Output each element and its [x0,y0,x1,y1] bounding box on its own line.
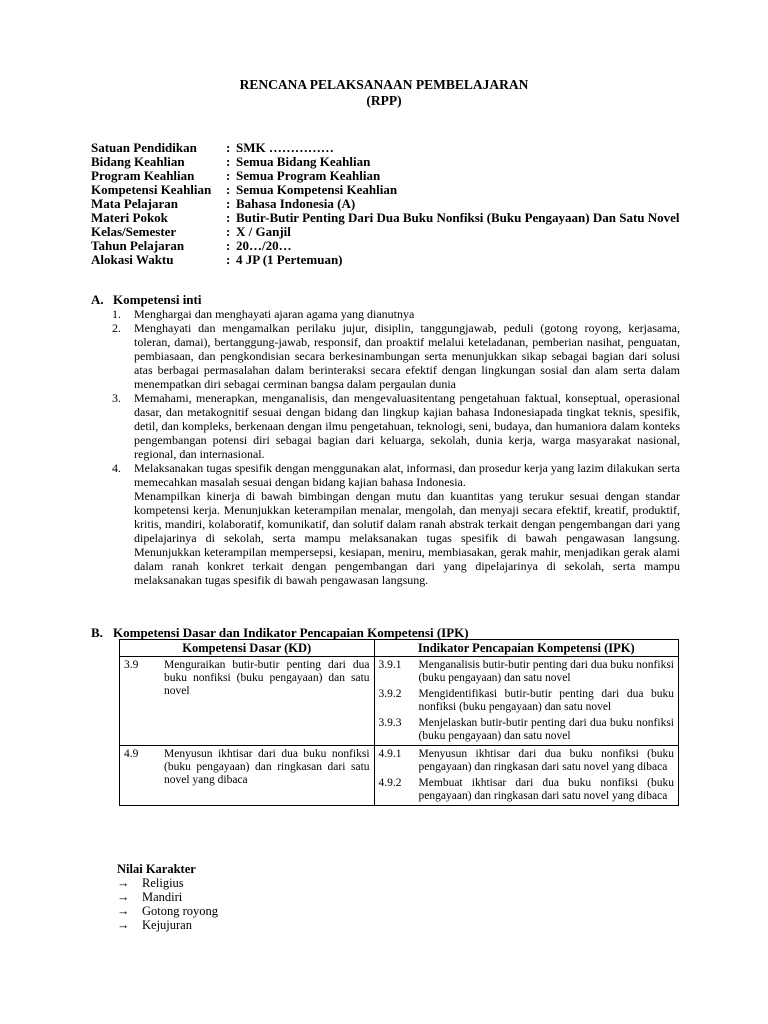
column-header-ipk: Indikator Pencapaian Kompetensi (IPK) [374,640,678,657]
identity-row [91,155,691,169]
identity-colon: : [226,196,231,211]
identity-label: Program Keahlian [91,168,195,183]
identity-value: Semua Bidang Keahlian [236,154,371,169]
ipk-code: 3.9.2 [378,688,402,700]
list-item-continuation: Menampilkan kinerja di bawah bimbingan dengan mutu dan kuantitas yang terukur sesuai dengan standar kompetensi kerja. Menunjukkan keterampilan menalar, mengolah, dan menyaji secara efektif, kreatif, produktif, kritis, mandiri, kolaboratif, komunikatif, dan solutif dalam ranah abstrak terkait dengan pengembangan dari yang dipelajarinya di sekolah, serta mampu melaksanakan tugas spesifik di bawah pengawasan langsung. Menunjukkan keterampilan mempersepsi, kesiapan, meniru, membiasakan, gerak mahir, menjadikan gerak alami dalam ranah konkret terkait dengan pengembangan dari yang dipelajarinya di sekolah, serta mampu melaksanakan tugas spesifik di bawah pengawasan langsung. [134,489,680,587]
document-title: RENCANA PELAKSANAAN PEMBELAJARAN [239,77,529,92]
list-item [117,890,218,904]
identity-row [91,183,691,197]
identity-value: Semua Program Keahlian [236,168,381,183]
table-row [120,657,679,746]
list-item-text: Melaksanakan tugas spesifik dengan menggunakan alat, informasi, dan prosedur kerja yang lazim dilakukan serta memecahkan masalah sesuai dengan bidang kajian bahasa Indonesia. [134,461,680,489]
identity-label: Materi Pokok [91,210,168,225]
identity-colon: : [226,168,231,183]
arrow-right-icon: → [117,904,130,918]
identity-row [91,141,691,155]
identity-label: Satuan Pendidikan [91,140,197,155]
list-item-text: Menghayati dan mengamalkan perilaku jujur, disiplin, tanggungjawab, peduli (gotong royong, kerjasama, toleran, damai), bertanggung-jawab, responsif, dan proaktif melalui keteladanan, pemberian nasihat, penguatan, pembiasaan, dan pengkondisian secara berkesinambungan serta menunjukkan sikap sebagai bagian dari solusi atas berbagai permasalahan dalam berinteraksi secara efektif dengan lingkungan sosial dan alam serta dalam menempatkan diri sebagai cerminan bangsa dalam pergaulan dunia [134,321,680,391]
nilai-item-text: Religius [142,876,184,890]
identity-colon: : [226,154,231,169]
identity-label: Kompetensi Keahlian [91,182,212,197]
section-title: Kompetensi Dasar dan Indikator Pencapaian Kompetensi (IPK) [113,625,469,640]
nilai-item-text: Gotong royong [142,904,219,918]
ipk-cell [374,746,678,806]
identity-label: Tahun Pelajaran [91,238,185,253]
ipk-code: 3.9.3 [378,717,402,729]
ipk-text: Menganalisis butir-butir penting dari dua buku nonfiksi (buku pengayaan) dan satu novel [418,659,674,684]
list-item [117,876,218,890]
list-item-number: 4. [112,461,121,475]
section-letter: B. [91,625,103,640]
list-item [117,904,218,918]
list-item-number: 2. [112,321,121,335]
list-item [112,391,680,461]
section-title: Kompetensi inti [113,292,202,307]
identity-value: 4 JP (1 Pertemuan) [236,252,343,267]
ipk-text: Menyusun ikhtisar dari dua buku nonfiksi (buku pengayaan) dan ringkasan dari satu novel yang dibaca [418,748,674,773]
column-header-kd: Kompetensi Dasar (KD) [120,640,375,657]
nilai-karakter [117,862,218,932]
identity-label: Alokasi Waktu [91,252,174,267]
identity-value: Bahasa Indonesia (A) [236,196,356,211]
list-item [112,307,680,321]
identity-row [91,239,691,253]
table-row [120,746,679,806]
table-header-row [120,640,679,657]
nilai-item-text: Kejujuran [142,918,192,932]
kd-code: 3.9 [124,659,139,671]
section-letter: A. [91,292,104,307]
kd-ipk-table [119,639,679,806]
kd-text: Menyusun ikhtisar dari dua buku nonfiksi (buku pengayaan) dan ringkasan dari satu novel yang dibaca [164,748,370,786]
identity-row [91,169,691,183]
ipk-code: 4.9.2 [378,777,402,789]
identity-row [91,225,691,239]
arrow-right-icon: → [117,876,130,890]
identity-colon: : [226,224,231,239]
kd-code: 4.9 [124,748,139,760]
kompetensi-inti-list [112,307,680,587]
identity-row [91,197,691,211]
kd-text: Menguraikan butir-butir penting dari dua buku nonfiksi (buku pengayaan) dan satu novel [164,659,370,697]
section-a-heading [91,292,201,308]
ipk-code: 3.9.1 [378,659,402,671]
list-item [112,461,680,489]
identity-colon: : [226,252,231,267]
arrow-right-icon: → [117,890,130,904]
ipk-cell [374,657,678,746]
identity-colon: : [226,238,231,253]
identity-value: Butir-Butir Penting Dari Dua Buku Nonfiksi (Buku Pengayaan) Dan Satu Novel [236,210,680,225]
identity-row [91,253,691,267]
identity-colon: : [226,182,231,197]
list-item [112,321,680,391]
list-item-text: Memahami, menerapkan, menganalisis, dan mengevaluasitentang pengetahuan faktual, konseptual, operasional dasar, dan metakognitif sesuai dengan bidang dan lingkup kajian bahasa Indonesiapada tingkat teknis, spesifik, detil, dan kompleks, berkenaan dengan ilmu pengetahuan, teknologi, seni, budaya, dan humaniora dalam konteks pengembangan potensi diri sebagai bagian dari keluarga, sekolah, dunia kerja, warga masyarakat nasional, regional, dan internasional. [134,391,680,461]
identity-colon: : [226,210,231,225]
identity-label: Bidang Keahlian [91,154,185,169]
list-item-number: 3. [112,391,121,405]
document-subtitle: (RPP) [366,93,402,108]
nilai-item-text: Mandiri [142,890,183,904]
ipk-code: 4.9.1 [378,748,402,760]
kd-cell [120,746,375,806]
identity-value: 20…/20… [236,238,292,253]
arrow-right-icon: → [117,918,130,932]
nilai-karakter-title: Nilai Karakter [117,862,196,876]
list-item-number: 1. [112,307,121,321]
kd-cell [120,657,375,746]
list-item-text: Menghargai dan menghayati ajaran agama yang dianutnya [134,307,415,321]
identity-block [91,141,691,267]
ipk-text: Mengidentifikasi butir-butir penting dari dua buku nonfiksi (buku pengayaan) dan satu novel [418,688,674,713]
identity-label: Mata Pelajaran [91,196,179,211]
identity-colon: : [226,140,231,155]
list-item [117,918,218,932]
identity-label: Kelas/Semester [91,224,177,239]
identity-value: SMK …………… [236,140,334,155]
ipk-text: Menjelaskan butir-butir penting dari dua buku nonfiksi (buku pengayaan) dan satu novel [418,717,674,742]
identity-value: X / Ganjil [236,224,291,239]
identity-row [91,211,691,225]
identity-value: Semua Kompetensi Keahlian [236,182,398,197]
ipk-text: Membuat ikhtisar dari dua buku nonfiksi (buku pengayaan) dan ringkasan dari satu novel yang dibaca [418,777,674,802]
